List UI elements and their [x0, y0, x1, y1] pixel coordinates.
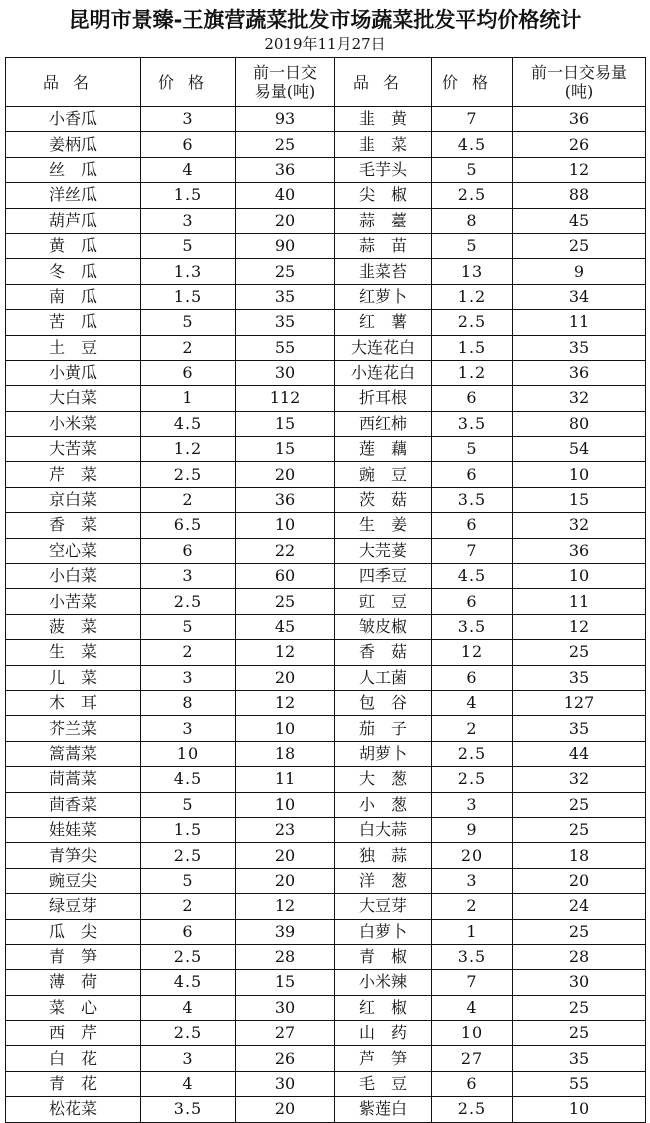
- price-left: 3: [141, 716, 236, 741]
- price-left: 2.5: [141, 843, 236, 868]
- volume-left: 25: [236, 132, 335, 157]
- volume-right: 25: [513, 919, 646, 944]
- table-row: [6, 640, 646, 665]
- volume-right: 25: [513, 640, 646, 665]
- price-right: 2.5: [432, 741, 513, 766]
- vegetable-name-right: 莲 藕: [335, 437, 432, 462]
- vegetable-name-right: 小连花白: [335, 360, 432, 385]
- vegetable-name-right: 包 谷: [335, 690, 432, 715]
- vegetable-name-left: 菜 心: [6, 995, 141, 1020]
- volume-left: 30: [236, 995, 335, 1020]
- price-right: 6: [432, 1071, 513, 1096]
- vegetable-name-left: 芥兰菜: [6, 716, 141, 741]
- volume-right: 35: [513, 716, 646, 741]
- table-row: [6, 310, 646, 335]
- volume-left: 15: [236, 411, 335, 436]
- volume-right: 10: [513, 462, 646, 487]
- price-right: 6: [432, 513, 513, 538]
- table-row: [6, 665, 646, 690]
- price-left: 2: [141, 640, 236, 665]
- vegetable-name-right: 大芫荽: [335, 538, 432, 563]
- table-row: [6, 132, 646, 157]
- vegetable-name-right: 韭菜苔: [335, 259, 432, 284]
- vegetable-name-left: 冬 瓜: [6, 259, 141, 284]
- vegetable-name-left: 姜柄瓜: [6, 132, 141, 157]
- price-left: 4: [141, 157, 236, 182]
- volume-right: 34: [513, 284, 646, 309]
- table-row: [6, 487, 646, 512]
- table-row: [6, 767, 646, 792]
- table-row: [6, 614, 646, 639]
- volume-left: 23: [236, 817, 335, 842]
- vegetable-name-right: 人工菌: [335, 665, 432, 690]
- vegetable-name-left: 茴香菜: [6, 792, 141, 817]
- table-row: [6, 1021, 646, 1046]
- header-volume-left-line2: 易量(吨): [254, 82, 316, 101]
- table-body: [6, 107, 646, 1123]
- price-right: 2.5: [432, 767, 513, 792]
- table-row: [6, 208, 646, 233]
- table-row: [6, 868, 646, 893]
- vegetable-name-right: 生 姜: [335, 513, 432, 538]
- vegetable-name-right: 洋 葱: [335, 868, 432, 893]
- price-left: 1.3: [141, 259, 236, 284]
- volume-right: 45: [513, 208, 646, 233]
- table-row: [6, 462, 646, 487]
- volume-right: 11: [513, 589, 646, 614]
- vegetable-name-left: 小香瓜: [6, 107, 141, 132]
- volume-left: 11: [236, 767, 335, 792]
- vegetable-name-left: 豌豆尖: [6, 868, 141, 893]
- table-row: [6, 233, 646, 258]
- vegetable-name-left: 瓜 尖: [6, 919, 141, 944]
- price-table: [5, 57, 646, 1123]
- volume-left: 55: [236, 335, 335, 360]
- vegetable-name-left: 小米菜: [6, 411, 141, 436]
- header-volume-left: [236, 58, 335, 107]
- price-left: 5: [141, 233, 236, 258]
- volume-right: 36: [513, 107, 646, 132]
- price-left: 3: [141, 1046, 236, 1071]
- vegetable-name-left: 白 花: [6, 1046, 141, 1071]
- vegetable-name-right: 山 药: [335, 1021, 432, 1046]
- volume-right: 35: [513, 1046, 646, 1071]
- volume-right: 10: [513, 1097, 646, 1122]
- table-row: [6, 538, 646, 563]
- price-left: 1: [141, 386, 236, 411]
- vegetable-name-left: 黄 瓜: [6, 233, 141, 258]
- price-right: 1.5: [432, 335, 513, 360]
- volume-left: 12: [236, 640, 335, 665]
- volume-left: 60: [236, 564, 335, 589]
- vegetable-name-left: 青笋尖: [6, 843, 141, 868]
- vegetable-name-left: 薄 荷: [6, 970, 141, 995]
- vegetable-name-right: 韭 黄: [335, 107, 432, 132]
- vegetable-name-right: 茄 子: [335, 716, 432, 741]
- price-right: 3.5: [432, 614, 513, 639]
- price-right: 3.5: [432, 411, 513, 436]
- volume-left: 20: [236, 665, 335, 690]
- price-right: 6: [432, 665, 513, 690]
- header-volume-right-line1: 前一日交易量: [530, 63, 627, 82]
- price-left: 2.5: [141, 1021, 236, 1046]
- table-row: [6, 944, 646, 969]
- vegetable-name-right: 皱皮椒: [335, 614, 432, 639]
- price-right: 20: [432, 843, 513, 868]
- volume-right: 26: [513, 132, 646, 157]
- price-left: 4.5: [141, 411, 236, 436]
- vegetable-name-left: 南 瓜: [6, 284, 141, 309]
- vegetable-name-right: 小米辣: [335, 970, 432, 995]
- price-left: 1.5: [141, 183, 236, 208]
- volume-right: 127: [513, 690, 646, 715]
- vegetable-name-right: 折耳根: [335, 386, 432, 411]
- vegetable-name-right: 毛 豆: [335, 1071, 432, 1096]
- vegetable-name-right: 香 菇: [335, 640, 432, 665]
- table-row: [6, 107, 646, 132]
- volume-left: 25: [236, 589, 335, 614]
- vegetable-name-left: 儿 菜: [6, 665, 141, 690]
- volume-left: 30: [236, 360, 335, 385]
- volume-right: 10: [513, 564, 646, 589]
- price-left: 5: [141, 310, 236, 335]
- price-right: 9: [432, 817, 513, 842]
- table-row: [6, 513, 646, 538]
- vegetable-name-left: 青 笋: [6, 944, 141, 969]
- price-right: 1.2: [432, 360, 513, 385]
- volume-right: 30: [513, 970, 646, 995]
- table-row: [6, 843, 646, 868]
- volume-right: 54: [513, 437, 646, 462]
- price-right: 3: [432, 868, 513, 893]
- volume-left: 10: [236, 716, 335, 741]
- price-right: 6: [432, 386, 513, 411]
- table-row: [6, 1097, 646, 1122]
- volume-right: 25: [513, 233, 646, 258]
- volume-right: 12: [513, 157, 646, 182]
- vegetable-name-left: 土 豆: [6, 335, 141, 360]
- vegetable-name-left: 娃娃菜: [6, 817, 141, 842]
- vegetable-name-right: 茨 菇: [335, 487, 432, 512]
- volume-right: 25: [513, 792, 646, 817]
- price-right: 7: [432, 970, 513, 995]
- price-right: 3.5: [432, 944, 513, 969]
- price-left: 3: [141, 208, 236, 233]
- volume-right: 18: [513, 843, 646, 868]
- header-volume-right: [513, 58, 646, 107]
- vegetable-name-right: 芦 笋: [335, 1046, 432, 1071]
- vegetable-name-right: 蒜 苗: [335, 233, 432, 258]
- volume-left: 30: [236, 1071, 335, 1096]
- price-left: 5: [141, 792, 236, 817]
- price-left: 2: [141, 894, 236, 919]
- table-row: [6, 690, 646, 715]
- table-row: [6, 437, 646, 462]
- vegetable-name-right: 红 椒: [335, 995, 432, 1020]
- vegetable-name-right: 大 葱: [335, 767, 432, 792]
- volume-left: 40: [236, 183, 335, 208]
- price-left: 1.5: [141, 817, 236, 842]
- vegetable-name-left: 芹 菜: [6, 462, 141, 487]
- header-name-right: 品名: [335, 58, 432, 107]
- volume-left: 26: [236, 1046, 335, 1071]
- vegetable-name-right: 胡萝卜: [335, 741, 432, 766]
- vegetable-name-right: 西红柿: [335, 411, 432, 436]
- vegetable-name-left: 小苦菜: [6, 589, 141, 614]
- price-right: 2.5: [432, 310, 513, 335]
- vegetable-name-right: 小 葱: [335, 792, 432, 817]
- price-left: 10: [141, 741, 236, 766]
- volume-right: 88: [513, 183, 646, 208]
- volume-left: 18: [236, 741, 335, 766]
- vegetable-name-right: 红 薯: [335, 310, 432, 335]
- price-left: 3: [141, 107, 236, 132]
- volume-right: 32: [513, 513, 646, 538]
- volume-right: 11: [513, 310, 646, 335]
- vegetable-name-right: 大豆芽: [335, 894, 432, 919]
- table-row: [6, 817, 646, 842]
- volume-left: 39: [236, 919, 335, 944]
- vegetable-name-left: 西 芹: [6, 1021, 141, 1046]
- vegetable-name-left: 生 菜: [6, 640, 141, 665]
- price-right: 4: [432, 690, 513, 715]
- vegetable-name-left: 苦 瓜: [6, 310, 141, 335]
- table-row: [6, 970, 646, 995]
- header-price-right: 价格: [432, 58, 513, 107]
- price-left: 2.5: [141, 944, 236, 969]
- volume-left: 10: [236, 792, 335, 817]
- vegetable-name-right: 青 椒: [335, 944, 432, 969]
- vegetable-name-right: 豌 豆: [335, 462, 432, 487]
- vegetable-name-left: 篙蒿菜: [6, 741, 141, 766]
- price-right: 3.5: [432, 487, 513, 512]
- volume-left: 22: [236, 538, 335, 563]
- price-left: 4: [141, 995, 236, 1020]
- table-row: [6, 716, 646, 741]
- volume-left: 12: [236, 894, 335, 919]
- volume-left: 36: [236, 157, 335, 182]
- price-right: 8: [432, 208, 513, 233]
- vegetable-name-left: 洋丝瓜: [6, 183, 141, 208]
- volume-left: 36: [236, 487, 335, 512]
- volume-left: 20: [236, 208, 335, 233]
- vegetable-name-right: 紫莲白: [335, 1097, 432, 1122]
- volume-left: 45: [236, 614, 335, 639]
- price-right: 4: [432, 995, 513, 1020]
- table-row: [6, 564, 646, 589]
- price-right: 3: [432, 792, 513, 817]
- vegetable-name-left: 大苦菜: [6, 437, 141, 462]
- volume-right: 32: [513, 767, 646, 792]
- price-left: 8: [141, 690, 236, 715]
- price-right: 6: [432, 462, 513, 487]
- volume-left: 35: [236, 310, 335, 335]
- price-right: 5: [432, 233, 513, 258]
- vegetable-name-left: 木 耳: [6, 690, 141, 715]
- price-left: 6: [141, 538, 236, 563]
- table-row: [6, 335, 646, 360]
- table-row: [6, 1046, 646, 1071]
- vegetable-name-left: 青 花: [6, 1071, 141, 1096]
- volume-right: 36: [513, 538, 646, 563]
- vegetable-name-left: 菠 菜: [6, 614, 141, 639]
- price-left: 4: [141, 1071, 236, 1096]
- page-title: 昆明市景臻-王旗营蔬菜批发市场蔬菜批发平均价格统计: [68, 8, 582, 32]
- price-right: 2.5: [432, 183, 513, 208]
- report-date: 2019年11月27日: [264, 35, 386, 53]
- price-right: 13: [432, 259, 513, 284]
- volume-right: 35: [513, 335, 646, 360]
- vegetable-name-left: 小白菜: [6, 564, 141, 589]
- price-right: 12: [432, 640, 513, 665]
- price-right: 10: [432, 1021, 513, 1046]
- table-row: [6, 411, 646, 436]
- volume-left: 20: [236, 462, 335, 487]
- volume-right: 44: [513, 741, 646, 766]
- volume-right: 36: [513, 360, 646, 385]
- price-left: 2.5: [141, 462, 236, 487]
- price-right: 5: [432, 437, 513, 462]
- table-row: [6, 259, 646, 284]
- volume-right: 15: [513, 487, 646, 512]
- price-left: 2: [141, 487, 236, 512]
- vegetable-name-right: 大连花白: [335, 335, 432, 360]
- volume-right: 55: [513, 1071, 646, 1096]
- table-row: [6, 1071, 646, 1096]
- volume-right: 80: [513, 411, 646, 436]
- volume-left: 20: [236, 868, 335, 893]
- table-row: [6, 995, 646, 1020]
- price-left: 6: [141, 919, 236, 944]
- price-right: 4.5: [432, 132, 513, 157]
- price-left: 1.2: [141, 437, 236, 462]
- table-row: [6, 919, 646, 944]
- vegetable-name-left: 香 菜: [6, 513, 141, 538]
- volume-left: 28: [236, 944, 335, 969]
- vegetable-name-left: 京白菜: [6, 487, 141, 512]
- header-volume-right-line2: (吨): [564, 82, 594, 101]
- vegetable-name-right: 白大蒜: [335, 817, 432, 842]
- volume-right: 20: [513, 868, 646, 893]
- vegetable-name-right: 毛芋头: [335, 157, 432, 182]
- price-right: 7: [432, 107, 513, 132]
- price-right: 2.5: [432, 1097, 513, 1122]
- vegetable-name-right: 豇 豆: [335, 589, 432, 614]
- vegetable-name-left: 松花菜: [6, 1097, 141, 1122]
- vegetable-name-left: 葫芦瓜: [6, 208, 141, 233]
- volume-left: 93: [236, 107, 335, 132]
- vegetable-name-right: 红萝卜: [335, 284, 432, 309]
- price-left: 3: [141, 564, 236, 589]
- table-row: [6, 360, 646, 385]
- vegetable-name-left: 绿豆芽: [6, 894, 141, 919]
- table-row: [6, 589, 646, 614]
- header-name-left: 品名: [6, 58, 141, 107]
- price-right: 1.2: [432, 284, 513, 309]
- vegetable-name-right: 尖 椒: [335, 183, 432, 208]
- price-right: 2: [432, 894, 513, 919]
- vegetable-name-right: 韭 菜: [335, 132, 432, 157]
- volume-left: 12: [236, 690, 335, 715]
- price-right: 1: [432, 919, 513, 944]
- price-left: 3: [141, 665, 236, 690]
- price-left: 4.5: [141, 767, 236, 792]
- vegetable-name-left: 大白菜: [6, 386, 141, 411]
- price-left: 5: [141, 868, 236, 893]
- volume-right: 32: [513, 386, 646, 411]
- volume-left: 10: [236, 513, 335, 538]
- price-right: 6: [432, 589, 513, 614]
- price-right: 27: [432, 1046, 513, 1071]
- price-left: 2.5: [141, 589, 236, 614]
- price-left: 2: [141, 335, 236, 360]
- table-row: [6, 894, 646, 919]
- volume-left: 20: [236, 1097, 335, 1122]
- vegetable-name-right: 蒜 薹: [335, 208, 432, 233]
- price-right: 5: [432, 157, 513, 182]
- price-left: 4.5: [141, 970, 236, 995]
- vegetable-name-left: 小黄瓜: [6, 360, 141, 385]
- vegetable-name-right: 独 蒜: [335, 843, 432, 868]
- volume-left: 112: [236, 386, 335, 411]
- volume-left: 27: [236, 1021, 335, 1046]
- vegetable-name-right: 四季豆: [335, 564, 432, 589]
- price-right: 2: [432, 716, 513, 741]
- price-left: 3.5: [141, 1097, 236, 1122]
- volume-right: 9: [513, 259, 646, 284]
- vegetable-name-left: 空心菜: [6, 538, 141, 563]
- volume-right: 28: [513, 944, 646, 969]
- volume-right: 25: [513, 995, 646, 1020]
- table-row: [6, 386, 646, 411]
- table-row: [6, 183, 646, 208]
- table-header-row: [6, 58, 646, 107]
- volume-right: 24: [513, 894, 646, 919]
- price-right: 7: [432, 538, 513, 563]
- header-volume-left-line1: 前一日交: [252, 63, 317, 82]
- volume-left: 25: [236, 259, 335, 284]
- price-left: 5: [141, 614, 236, 639]
- volume-left: 20: [236, 843, 335, 868]
- table-row: [6, 792, 646, 817]
- volume-right: 12: [513, 614, 646, 639]
- header-price-left: 价格: [141, 58, 236, 107]
- volume-left: 35: [236, 284, 335, 309]
- table-row: [6, 741, 646, 766]
- price-left: 1.5: [141, 284, 236, 309]
- volume-left: 15: [236, 970, 335, 995]
- volume-right: 35: [513, 665, 646, 690]
- vegetable-name-left: 丝 瓜: [6, 157, 141, 182]
- volume-left: 90: [236, 233, 335, 258]
- price-left: 6: [141, 132, 236, 157]
- volume-right: 25: [513, 1021, 646, 1046]
- table-row: [6, 284, 646, 309]
- vegetable-name-left: 茼蒿菜: [6, 767, 141, 792]
- price-left: 6: [141, 360, 236, 385]
- table-row: [6, 157, 646, 182]
- volume-left: 15: [236, 437, 335, 462]
- price-left: 6.5: [141, 513, 236, 538]
- vegetable-name-right: 白萝卜: [335, 919, 432, 944]
- price-right: 4.5: [432, 564, 513, 589]
- volume-right: 25: [513, 817, 646, 842]
